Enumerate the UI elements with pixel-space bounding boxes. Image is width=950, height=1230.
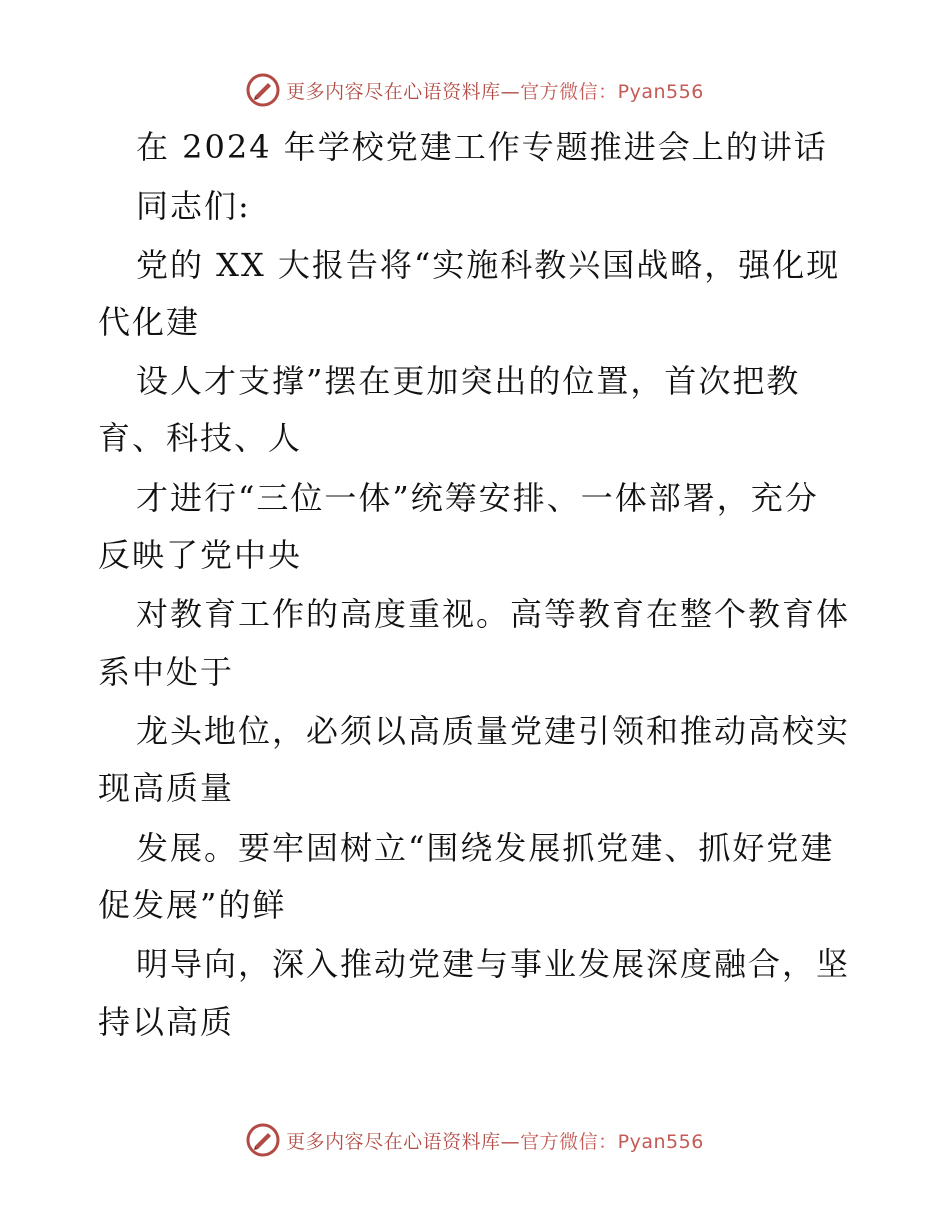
paragraph-line: 育、科技、人 (98, 419, 303, 457)
red-circle-pen-logo-icon (246, 73, 280, 107)
watermark-banner-top (0, 70, 950, 110)
paragraph-line: 设人才支撑”摆在更加突出的位置，首次把教 (136, 362, 801, 400)
paragraph-line: 系中处于 (98, 653, 235, 691)
watermark-banner-bottom (0, 1120, 950, 1160)
watermark-text: 更多内容尽在心语资料库—官方微信：Pyan556 (286, 80, 704, 103)
paragraph-line: 现高质量 (98, 769, 235, 807)
document-title: 在 2024 年学校党建工作专题推进会上的讲话 (136, 128, 828, 166)
paragraph-line: 持以高质 (98, 1003, 235, 1041)
paragraph-line: 促发展”的鲜 (98, 886, 287, 924)
paragraph-line: 反映了党中央 (98, 536, 303, 574)
watermark-text: 更多内容尽在心语资料库—官方微信：Pyan556 (286, 1130, 704, 1153)
red-circle-pen-logo-icon (246, 1123, 280, 1157)
paragraph-line: 才进行“三位一体”统筹安排、一体部署，充分 (136, 479, 819, 517)
paragraph-line: 党的 XX 大报告将“实施科教兴国战略，强化现 (136, 246, 841, 284)
salutation: 同志们: (136, 187, 251, 225)
paragraph-line: 明导向，深入推动党建与事业发展深度融合，坚 (136, 945, 851, 983)
paragraph-line: 代化建 (98, 303, 201, 341)
paragraph-line: 龙头地位，必须以高质量党建引领和推动高校实 (136, 712, 851, 750)
paragraph-line: 对教育工作的高度重视。高等教育在整个教育体 (136, 595, 851, 633)
paragraph-line: 发展。要牢固树立“围绕发展抓党建、抓好党建 (136, 829, 835, 867)
